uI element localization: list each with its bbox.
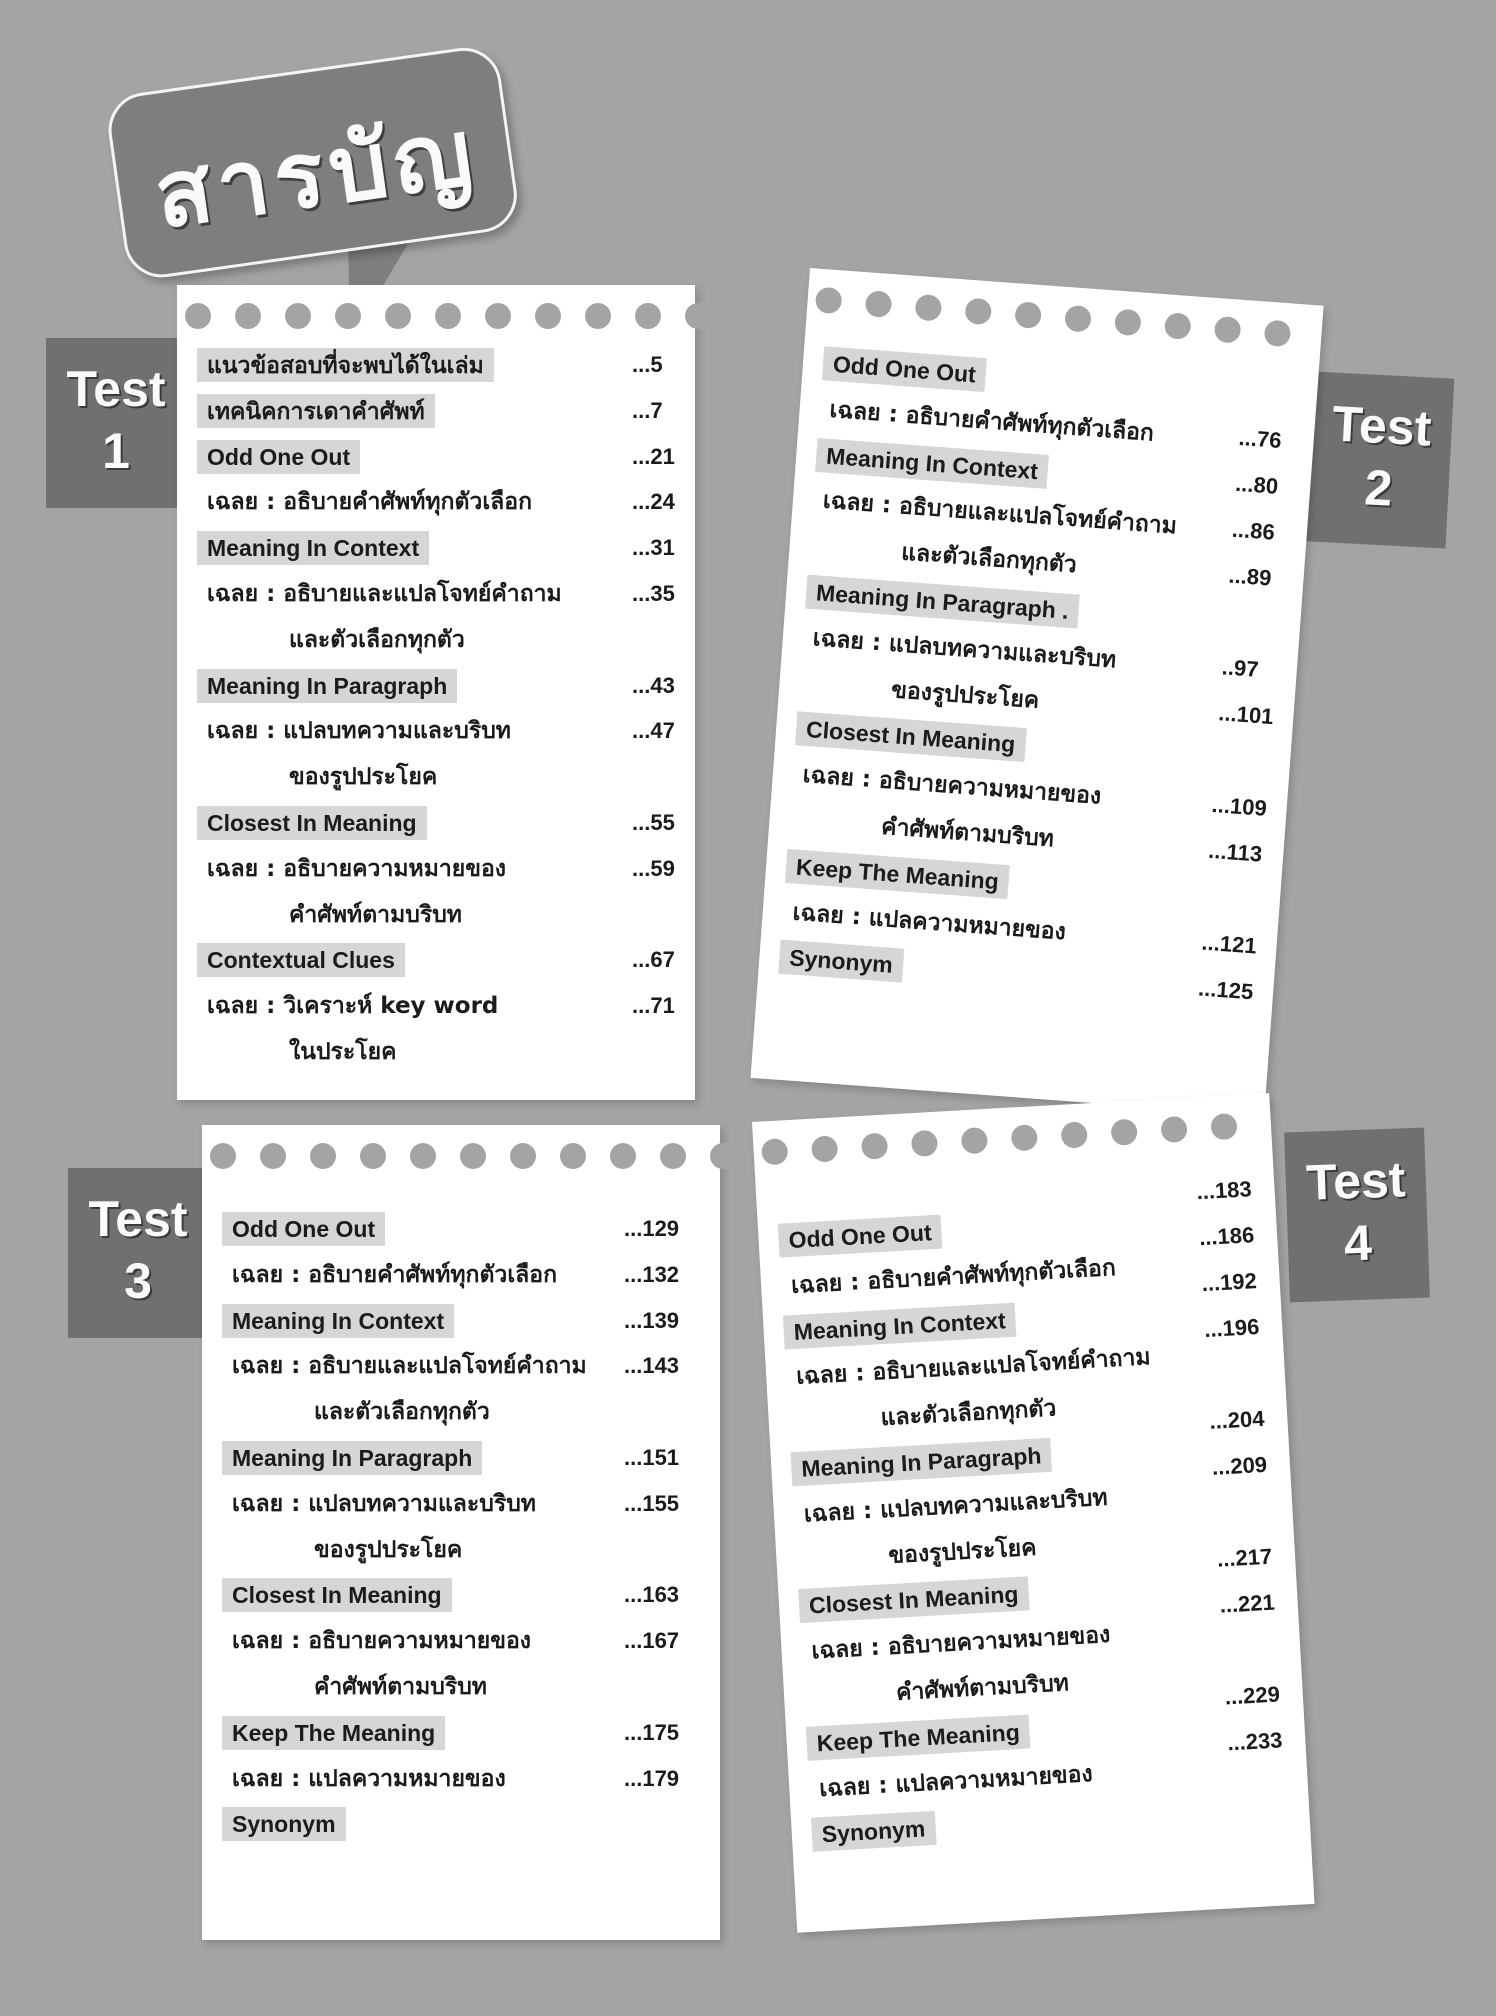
answer-entry: เฉลย : อธิบายความหมายของ	[207, 855, 507, 882]
page-number: ...76	[1237, 424, 1283, 453]
tab-test-4	[1284, 1128, 1430, 1303]
toc-entry	[202, 1713, 720, 1753]
page-number: ...86	[1231, 516, 1276, 545]
page-number: ...167	[624, 1628, 680, 1654]
answer-entry: เฉลย : อธิบายความหมายของ	[810, 1622, 1111, 1665]
toc-entry	[177, 574, 695, 614]
intro-entry: แนวข้อสอบที่จะพบได้ในเล่ม	[197, 348, 494, 382]
tab-word: Test	[88, 1191, 188, 1247]
section-heading: Odd One Out	[778, 1215, 943, 1258]
answer-entry: เฉลย : แปลความหมายของ	[232, 1765, 506, 1792]
page-number: ...109	[1210, 791, 1268, 821]
toc-entry	[202, 1621, 720, 1661]
binder-hole	[585, 303, 611, 329]
page-number: ...175	[624, 1719, 680, 1745]
answer-entry: เฉลย : อธิบายคำศัพท์ทุกตัวเลือก	[790, 1254, 1117, 1299]
page-number: ...89	[1227, 562, 1273, 591]
section-heading: Meaning In Paragraph	[222, 1441, 482, 1475]
binder-hole	[385, 303, 411, 329]
entry-continuation: ของรูปประโยค	[314, 1536, 463, 1563]
toc-entry	[202, 1804, 720, 1844]
page-number: ...143	[624, 1353, 680, 1379]
tab-word: Test	[1305, 1151, 1407, 1211]
binder-hole	[1214, 316, 1242, 344]
answer-entry: เฉลย : อธิบายคำศัพท์ทุกตัวเลือก	[207, 489, 533, 516]
page-number: ...101	[1217, 700, 1275, 730]
section-heading: Meaning In Paragraph	[197, 669, 457, 703]
toc-entry	[202, 1759, 720, 1799]
toc-entry	[202, 1484, 720, 1524]
toc-sheet-test-4	[752, 1093, 1315, 1933]
answer-entry: เฉลย : อธิบายคำศัพท์ทุกตัวเลือก	[232, 1261, 558, 1288]
toc-entry	[202, 1575, 720, 1615]
toc-entry	[177, 711, 695, 751]
page-number: ...233	[1226, 1727, 1284, 1756]
page-number: ...151	[624, 1445, 680, 1470]
page-number: ...47	[632, 718, 675, 744]
page-number: ...132	[624, 1261, 680, 1287]
entry-continuation: คำศัพท์ตามบริบท	[289, 901, 462, 928]
answer-entry: เฉลย : อธิบายและแปลโจทย์คำถาม	[822, 488, 1178, 540]
section-heading: Synonym	[811, 1811, 936, 1852]
answer-entry: เฉลย : อธิบายและแปลโจทย์คำถาม	[207, 581, 562, 607]
binder-hole	[811, 1135, 838, 1162]
toc-entry	[177, 620, 695, 660]
intro-entry: เทคนิคการเดาคำศัพท์	[197, 394, 435, 428]
answer-entry: เฉลย : แปลความหมายของ	[791, 899, 1067, 946]
toc-entry	[202, 1392, 720, 1432]
entry-continuation: และตัวเลือกทุกตัว	[880, 1395, 1057, 1432]
binder-hole	[865, 290, 893, 318]
toc-sheet-test-3	[202, 1125, 720, 1940]
answer-entry: เฉลย : อธิบายความหมายของ	[232, 1628, 532, 1655]
page-number: ...196	[1203, 1314, 1260, 1343]
page-number: ...217	[1216, 1543, 1273, 1572]
toc-entry	[177, 849, 695, 889]
entry-continuation: ของรูปประโยค	[887, 1534, 1038, 1569]
entry-continuation: และตัวเลือกทุกตัว	[314, 1399, 490, 1426]
page-number: ...7	[632, 397, 663, 423]
tab-number: 2	[1363, 459, 1394, 517]
toc-entry	[177, 528, 695, 568]
binder-hole	[310, 1143, 336, 1169]
binder-hole	[485, 303, 511, 329]
binder-holes	[815, 287, 1323, 352]
binder-holes	[210, 1143, 720, 1171]
page-number: ...221	[1219, 1589, 1276, 1618]
page-number: ...192	[1201, 1268, 1258, 1297]
toc-sheet-test-2	[751, 268, 1324, 1116]
tab-word: Test	[1330, 395, 1433, 457]
page-number: ..97	[1220, 654, 1260, 682]
tab-test-1	[46, 338, 186, 508]
section-heading: Odd One Out	[197, 440, 360, 474]
page-number: ...55	[632, 810, 675, 835]
toc-entry	[202, 1438, 720, 1478]
answer-entry: เฉลย : อธิบายและแปลโจทย์คำถาม	[232, 1353, 587, 1380]
binder-hole	[660, 1143, 686, 1169]
page-number: ...209	[1211, 1451, 1268, 1480]
page-number: ...121	[1200, 929, 1258, 959]
toc-entry	[202, 1667, 720, 1707]
toc-entry	[202, 1255, 720, 1295]
tab-number: 4	[1343, 1214, 1373, 1272]
toc-entry	[177, 986, 695, 1026]
entry-continuation: ของรูปประโยค	[289, 764, 438, 791]
binder-hole	[410, 1143, 436, 1169]
binder-hole	[1061, 1121, 1088, 1148]
section-heading: Keep The Meaning	[222, 1716, 445, 1750]
binder-hole	[360, 1143, 386, 1169]
section-heading: Synonym	[778, 940, 904, 983]
page-number: ...186	[1198, 1222, 1255, 1251]
toc-entry	[177, 1032, 695, 1072]
toc-entry	[177, 482, 695, 522]
tab-test-3	[68, 1168, 208, 1338]
page-number: ...229	[1224, 1681, 1281, 1710]
entry-continuation: และตัวเลือกทุกตัว	[289, 626, 465, 653]
section-heading: Meaning In Context	[222, 1304, 454, 1338]
binder-hole	[1011, 1124, 1038, 1151]
section-heading: Contextual Clues	[197, 943, 405, 977]
binder-hole	[1114, 309, 1142, 337]
binder-hole	[1164, 312, 1192, 340]
toc-sheet-test-1	[177, 285, 695, 1100]
section-heading: Odd One Out	[222, 1212, 385, 1246]
binder-hole	[435, 303, 461, 329]
answer-entry: เฉลย : วิเคราะห์ key word	[207, 993, 499, 1020]
page-number: ...183	[1195, 1176, 1253, 1205]
tab-test-2	[1306, 371, 1455, 548]
section-heading: Meaning In Paragraph .	[805, 575, 1080, 629]
page-number: ...71	[632, 993, 675, 1019]
section-heading: Meaning In Context	[783, 1302, 1017, 1349]
page-number: ...139	[624, 1307, 680, 1333]
section-heading: Closest In Meaning	[222, 1578, 452, 1612]
toc-entry	[177, 757, 695, 797]
binder-hole	[210, 1143, 236, 1169]
binder-hole	[1210, 1113, 1237, 1140]
page-number: ...80	[1234, 470, 1279, 499]
entry-continuation: คำศัพท์ตามบริบท	[895, 1670, 1070, 1706]
answer-entry: เฉลย : แปลบทความและบริบท	[232, 1490, 536, 1517]
binder-hole	[1160, 1116, 1187, 1143]
binder-hole	[535, 303, 561, 329]
binder-hole	[710, 1143, 736, 1169]
answer-entry: เฉลย : อธิบายคำศัพท์ทุกตัวเลือก	[828, 396, 1155, 447]
answer-entry: เฉลย : อธิบายและแปลโจทย์คำถาม	[795, 1344, 1152, 1391]
section-heading: Keep The Meaning	[806, 1714, 1031, 1760]
section-heading: Meaning In Context	[197, 531, 429, 565]
toc-entry	[177, 666, 695, 706]
page-number: ...35	[632, 581, 675, 606]
page-title: สารบัญ	[148, 98, 485, 250]
page-number: ...163	[624, 1582, 680, 1608]
binder-hole	[685, 303, 711, 329]
entry-continuation: คำศัพท์ตามบริบท	[880, 813, 1055, 853]
toc-entry	[177, 895, 695, 935]
toc-entry	[177, 437, 695, 477]
section-heading: Closest In Meaning	[795, 712, 1026, 763]
tab-number: 1	[102, 423, 130, 479]
binder-hole	[460, 1143, 486, 1169]
page-number: ...21	[632, 443, 675, 469]
toc-entry	[177, 940, 695, 980]
page-number: ...179	[624, 1765, 680, 1791]
binder-hole	[560, 1143, 586, 1169]
page-number: ...113	[1207, 837, 1264, 867]
entry-continuation: ในประโยค	[289, 1039, 397, 1065]
binder-hole	[635, 303, 661, 329]
binder-hole	[1064, 305, 1092, 333]
binder-hole	[285, 303, 311, 329]
toc-entry	[202, 1209, 720, 1249]
section-heading: Odd One Out	[822, 346, 987, 392]
toc-entry	[202, 1530, 720, 1570]
entry-continuation: คำศัพท์ตามบริบท	[314, 1674, 487, 1700]
binder-hole	[1264, 319, 1292, 347]
binder-hole	[761, 1138, 788, 1165]
binder-hole	[260, 1143, 286, 1169]
page-number: ...43	[632, 672, 675, 698]
toc-entry	[177, 803, 695, 843]
binder-hole	[335, 303, 361, 329]
page-number: ...129	[624, 1216, 680, 1241]
section-heading: Closest In Meaning	[798, 1577, 1029, 1624]
page-number: ...204	[1208, 1405, 1266, 1434]
page-number: ...125	[1197, 975, 1255, 1005]
binder-hole	[235, 303, 261, 329]
tab-word: Test	[66, 361, 166, 417]
answer-entry: เฉลย : แปลความหมายของ	[818, 1760, 1094, 1802]
section-heading: Synonym	[222, 1807, 346, 1841]
tab-number: 3	[124, 1253, 152, 1309]
toc-entry	[202, 1301, 720, 1341]
section-heading: Closest In Meaning	[197, 806, 427, 840]
binder-hole	[610, 1143, 636, 1169]
section-heading: Meaning In Context	[815, 438, 1049, 489]
binder-hole	[914, 294, 942, 322]
binder-hole	[1110, 1119, 1137, 1146]
binder-hole	[961, 1127, 988, 1154]
section-heading: Keep The Meaning	[785, 849, 1010, 899]
binder-hole	[1014, 301, 1042, 329]
toc-entry	[177, 391, 695, 431]
section-heading: Meaning In Paragraph	[791, 1438, 1053, 1486]
binder-holes	[761, 1111, 1272, 1167]
binder-hole	[815, 287, 843, 315]
entry-continuation: และตัวเลือกทุกตัว	[900, 539, 1078, 579]
page-number: ...31	[632, 535, 675, 561]
binder-hole	[510, 1143, 536, 1169]
binder-hole	[964, 298, 992, 326]
title-bubble	[104, 44, 517, 286]
entry-continuation: ของรูปประโยค	[890, 676, 1041, 714]
page-number: ...155	[624, 1490, 680, 1516]
page-number: ...59	[632, 855, 675, 881]
binder-hole	[861, 1132, 888, 1159]
answer-entry: เฉลย : แปลบทความและบริบท	[803, 1484, 1109, 1528]
answer-entry: เฉลย : แปลบทความและบริบท	[811, 625, 1117, 674]
page-number: ...24	[632, 489, 675, 515]
answer-entry: เฉลย : แปลบทความและบริบท	[207, 718, 511, 745]
page-number: ...67	[632, 947, 675, 973]
page-number: ...5	[632, 352, 663, 377]
binder-hole	[185, 303, 211, 329]
answer-entry: เฉลย : อธิบายความหมายของ	[801, 762, 1103, 810]
binder-holes	[185, 303, 695, 331]
toc-entry	[202, 1346, 720, 1386]
binder-hole	[911, 1130, 938, 1157]
toc-entry	[177, 345, 695, 385]
